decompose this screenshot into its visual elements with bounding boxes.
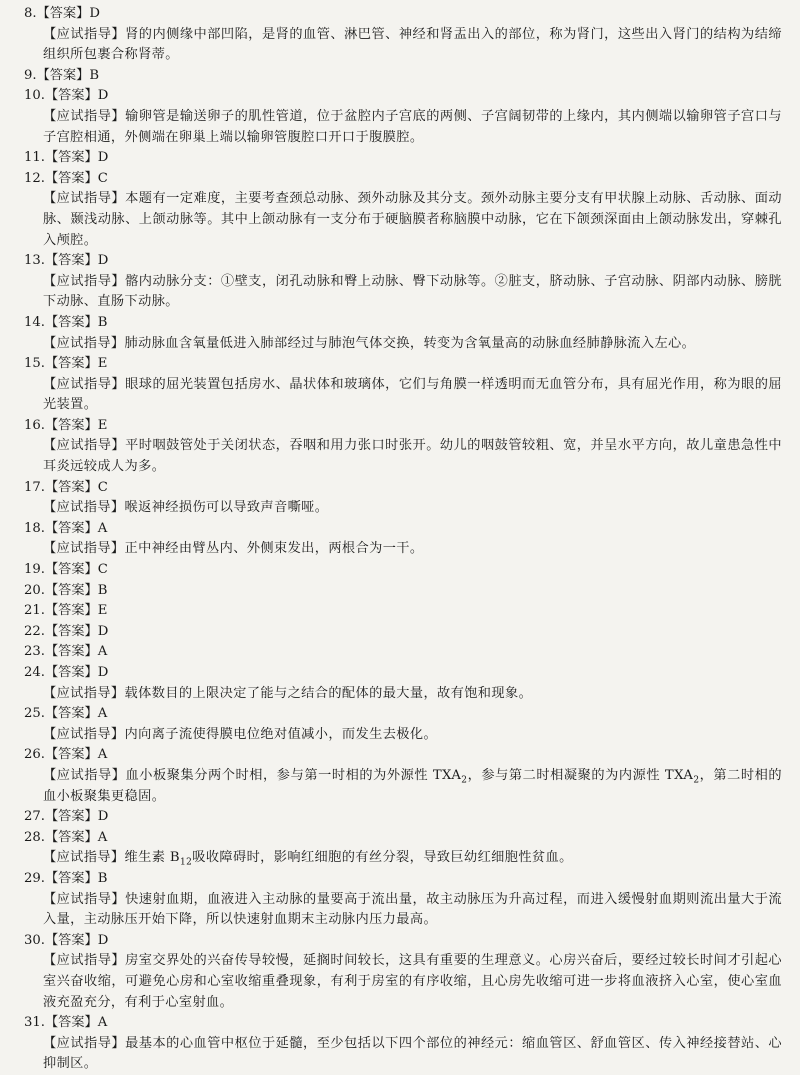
answer-entry (24, 1013, 782, 1075)
guide-paragraph (24, 272, 782, 313)
answer-line (24, 4, 782, 25)
guide-text: 血小板聚集分两个时相，参与第一时相的为外源性 TXA (125, 767, 462, 783)
answer-label: 【答案】 (44, 88, 98, 104)
answer-value: E (97, 356, 108, 372)
guide-text: ，参与第二时相凝聚的为内源性 TXA (467, 767, 694, 783)
guide-paragraph (24, 25, 782, 66)
answer-value: B (97, 870, 108, 886)
guide-paragraph (24, 725, 782, 746)
answer-value: C (97, 479, 108, 495)
answer-line (24, 354, 782, 375)
guide-paragraph (24, 498, 782, 519)
guide-paragraph (24, 848, 782, 869)
answer-label: 【答案】 (44, 520, 98, 536)
guide-text: 内向离子流使得膜电位绝对值减小，而发生去极化。 (124, 726, 438, 742)
question-number: 27. (24, 809, 45, 825)
answer-line (24, 622, 782, 643)
answer-value: B (97, 314, 108, 330)
question-number: 12. (24, 170, 45, 186)
guide-text: 本题有一定难度，主要考查颈总动脉、颈外动脉及其分支。颈外动脉主要分支有甲状腺上动脉、舌动脉、面动脉、颞浅动脉、上颌动脉等。其中上颌动脉有一支分布于硬脑膜者称脑膜中动脉，它在下颌颈深面由上颌动脉发出，穿棘孔入颅腔。 (43, 191, 782, 248)
answer-entry (24, 354, 782, 416)
question-number: 19. (24, 562, 45, 578)
answer-entry (24, 169, 782, 251)
question-number: 8. (24, 6, 37, 21)
answer-entry (24, 251, 782, 313)
answer-entry (24, 4, 782, 66)
answer-label: 【答案】 (44, 253, 98, 269)
guide-paragraph (24, 334, 782, 355)
guide-text: 正中神经由臂丛内、外侧束发出，两根合为一干。 (124, 541, 424, 557)
answer-entry (24, 581, 782, 602)
answer-line (24, 519, 782, 540)
question-number: 23. (24, 644, 45, 660)
answer-label: 【答案】 (44, 870, 98, 886)
answer-value: B (97, 582, 108, 598)
answer-label: 【答案】 (44, 829, 98, 845)
answer-entry (24, 663, 782, 704)
answer-line (24, 416, 782, 437)
answer-label: 【答案】 (44, 706, 98, 722)
answer-entry (24, 313, 782, 354)
answer-value: E (97, 603, 108, 619)
guide-label: 【应试指导】 (43, 191, 126, 207)
guide-paragraph (24, 766, 782, 807)
guide-text: 房室交界处的兴奋传导较慢，延搁时间较长，这具有重要的生理意义。心房兴奋后，要经过较长时间才引起心室兴奋收缩，可避免心房和心室收缩重叠现象，有利于房室的有序收缩，且心房先收缩可进一步将血液挤入心室，使心室血液充盈充分，有利于心室射血。 (43, 953, 782, 1010)
answer-line (24, 869, 782, 890)
guide-text: 平时咽鼓管处于关闭状态，吞咽和用力张口时张开。幼儿的咽鼓管较粗、宽，并呈水平方向，故儿童患急性中耳炎远较成人为多。 (43, 438, 782, 475)
answer-label: 【答案】 (44, 562, 98, 578)
guide-label: 【应试指导】 (43, 891, 126, 907)
question-number: 29. (24, 870, 45, 886)
answer-label: 【答案】 (44, 314, 98, 330)
answer-value: C (97, 170, 108, 186)
guide-paragraph (24, 951, 782, 1013)
answer-value: E (97, 417, 108, 433)
guide-paragraph (24, 684, 782, 705)
answer-label: 【答案】 (44, 417, 98, 433)
question-number: 25. (24, 706, 45, 722)
answer-line (24, 704, 782, 725)
question-number: 20. (24, 582, 45, 598)
answer-label: 【答案】 (44, 809, 98, 825)
guide-label: 【应试指导】 (43, 500, 125, 516)
guide-text: 眼球的屈光装置包括房水、晶状体和玻璃体，它们与角膜一样透明而无血管分布，具有屈光作用，称为眼的屈光装置。 (43, 376, 782, 413)
guide-label: 【应试指导】 (43, 438, 126, 454)
guide-text: ，第二时相的血小板聚集更稳固。 (43, 767, 783, 804)
question-number: 30. (24, 932, 45, 948)
question-number: 18. (24, 520, 45, 536)
guide-label: 【应试指导】 (43, 953, 126, 969)
guide-label: 【应试指导】 (43, 541, 125, 557)
answer-line (24, 148, 782, 169)
answer-value: D (97, 150, 109, 166)
question-number: 15. (24, 356, 45, 372)
guide-text: 最基本的心血管中枢位于延髓，至少包括以下四个部位的神经元：缩血管区、舒血管区、传入神经接替站、心抑制区。 (43, 1035, 782, 1072)
answer-line (24, 931, 782, 952)
guide-text: 维生素 B (124, 850, 180, 866)
answer-label: 【答案】 (44, 665, 98, 680)
guide-text: 肺动脉血含氧量低进入肺部经过与肺泡气体交换，转变为含氧量高的动脉血经肺静脉流入左心。 (124, 335, 696, 351)
question-number: 9. (24, 67, 37, 83)
answer-line (24, 66, 782, 87)
answer-value: A (97, 644, 108, 660)
answer-line (24, 601, 782, 622)
answer-value: D (97, 253, 109, 269)
answer-value: D (97, 665, 109, 680)
answer-label: 【答案】 (44, 1015, 98, 1031)
guide-label: 【应试指导】 (43, 685, 125, 701)
guide-text: 髂内动脉分支：①壁支，闭孔动脉和臀上动脉、臀下动脉等。②脏支，脐动脉、子宫动脉、阴部内动脉、膀胱下动脉、直肠下动脉。 (43, 273, 782, 310)
answer-value: A (97, 520, 108, 536)
guide-label: 【应试指导】 (43, 726, 125, 742)
answer-value: A (97, 1015, 108, 1031)
question-number: 16. (24, 417, 45, 433)
answer-label: 【答案】 (44, 623, 98, 639)
answer-list (24, 4, 782, 1075)
answer-label: 【答案】 (44, 932, 98, 948)
guide-text: 喉返神经损伤可以导致声音嘶哑。 (124, 500, 329, 516)
guide-text: 肾的内侧缘中部凹陷，是肾的血管、淋巴管、神经和肾盂出入的部位，称为肾门，这些出入肾门的结构为结缔组织所包裹合称肾蒂。 (43, 26, 782, 63)
answer-line (24, 313, 782, 334)
question-number: 11. (24, 150, 45, 166)
answer-line (24, 642, 782, 663)
answer-label: 【答案】 (36, 67, 90, 83)
answer-value: A (97, 747, 108, 763)
answer-entry (24, 931, 782, 1013)
answer-value: B (89, 67, 100, 83)
question-number: 10. (24, 88, 45, 104)
answer-label: 【答案】 (44, 582, 98, 598)
guide-paragraph (24, 436, 782, 477)
answer-value: D (97, 623, 109, 639)
answer-entry (24, 66, 782, 87)
answer-entry (24, 704, 782, 745)
question-number: 13. (24, 253, 45, 269)
guide-paragraph (24, 890, 782, 931)
answer-label: 【答案】 (44, 747, 98, 763)
guide-label: 【应试指导】 (43, 767, 126, 783)
answer-entry (24, 560, 782, 581)
subscript-text: 12 (179, 857, 193, 868)
answer-entry (24, 745, 782, 807)
question-number: 31. (24, 1015, 45, 1031)
guide-paragraph (24, 375, 782, 416)
answer-entry (24, 416, 782, 478)
guide-label: 【应试指导】 (43, 850, 125, 866)
guide-paragraph (24, 189, 782, 251)
subscript-text: 2 (693, 775, 700, 786)
guide-label: 【应试指导】 (43, 273, 126, 289)
answer-label: 【答案】 (44, 603, 98, 619)
answer-label: 【答案】 (44, 479, 98, 495)
answer-line (24, 1013, 782, 1034)
guide-label: 【应试指导】 (43, 376, 126, 392)
answer-label: 【答案】 (44, 644, 98, 660)
question-number: 22. (24, 623, 45, 639)
guide-text: 载体数目的上限决定了能与之结合的配体的最大量，故有饱和现象。 (124, 685, 533, 701)
answer-label: 【答案】 (44, 170, 98, 186)
answer-entry (24, 642, 782, 663)
answer-entry (24, 86, 782, 148)
answer-line (24, 828, 782, 849)
answer-line (24, 86, 782, 107)
guide-text: 吸收障碍时，影响红细胞的有丝分裂，导致巨幼红细胞性贫血。 (192, 850, 573, 866)
answer-value: A (97, 829, 108, 845)
answer-entry (24, 148, 782, 169)
answer-value: D (97, 88, 109, 104)
answer-line (24, 807, 782, 828)
answer-value: C (97, 562, 108, 578)
guide-label: 【应试指导】 (43, 108, 126, 124)
answer-line (24, 169, 782, 190)
answer-entry (24, 807, 782, 828)
guide-paragraph (24, 107, 782, 148)
guide-paragraph (24, 1034, 782, 1075)
answer-label: 【答案】 (44, 356, 98, 372)
answer-line (24, 663, 782, 684)
answer-value: D (97, 932, 109, 948)
guide-label: 【应试指导】 (43, 1035, 126, 1051)
answer-value: D (89, 6, 100, 21)
guide-text: 快速射血期，血液进入主动脉的量要高于流出量，故主动脉压为升高过程，而进入缓慢射血期则流出量大于流入量，主动脉压开始下降，所以快速射血期末主动脉内压力最高。 (43, 891, 782, 928)
answer-value: D (97, 809, 109, 825)
answer-entry (24, 478, 782, 519)
answer-entry (24, 601, 782, 622)
answer-entry (24, 622, 782, 643)
question-number: 14. (24, 314, 45, 330)
answer-entry (24, 828, 782, 869)
guide-text: 输卵管是输送卵子的肌性管道，位于盆腔内子宫底的两侧、子宫阔韧带的上缘内，其内侧端以输卵管子宫口与子宫腔相通，外侧端在卵巢上端以输卵管腹腔口开口于腹膜腔。 (43, 108, 782, 145)
question-number: 26. (24, 747, 45, 763)
answer-line (24, 251, 782, 272)
answer-line (24, 745, 782, 766)
question-number: 17. (24, 479, 45, 495)
subscript-text: 2 (461, 775, 468, 786)
question-number: 28. (24, 829, 45, 845)
answer-line (24, 581, 782, 602)
guide-label: 【应试指导】 (43, 335, 125, 351)
guide-label: 【应试指导】 (43, 26, 126, 42)
answer-line (24, 478, 782, 499)
answer-label: 【答案】 (44, 150, 98, 166)
answer-value: A (97, 706, 108, 722)
question-number: 24. (24, 665, 45, 680)
answer-entry (24, 519, 782, 560)
guide-paragraph (24, 539, 782, 560)
answer-line (24, 560, 782, 581)
answer-label: 【答案】 (36, 6, 90, 21)
answer-entry (24, 869, 782, 931)
question-number: 21. (24, 603, 45, 619)
